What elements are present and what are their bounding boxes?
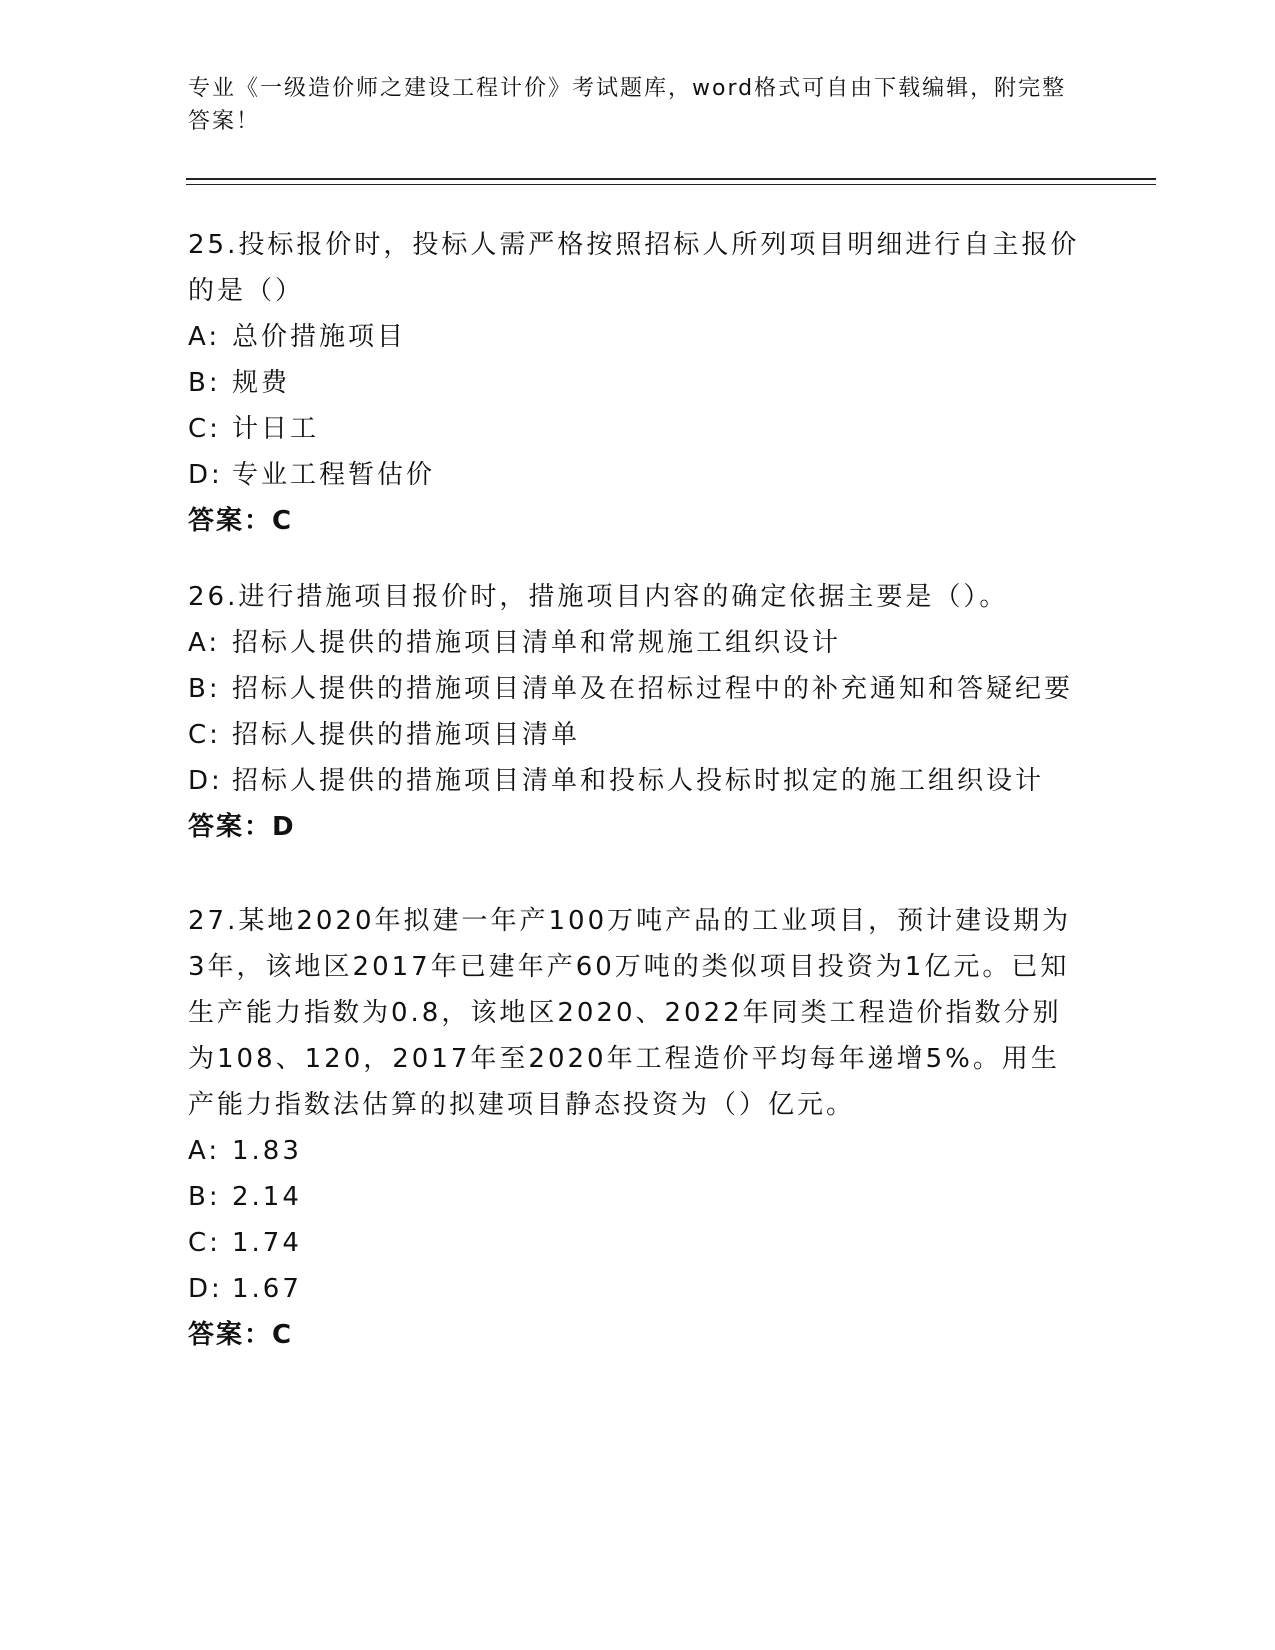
option-d [188,1266,1088,1312]
question-26 [188,574,1088,850]
answer: 答案：C [188,506,294,536]
option-text: 招标人提供的措施项目清单和常规施工组织设计 [232,628,842,658]
option-text: 1.74 [232,1228,302,1258]
option-letter: D: [188,1274,223,1304]
option-c [188,712,1088,758]
option-text: 招标人提供的措施项目清单和投标人投标时拟定的施工组织设计 [232,766,1045,796]
question-27 [188,898,1088,1358]
option-letter: B: [188,674,221,704]
option-c [188,1220,1088,1266]
question-stem: 27.某地2020年拟建一年产100万吨产品的工业项目，预计建设期为3年，该地区2017年已建年产60万吨的类似项目投资为1亿元。已知生产能力指数为0.8，该地区2020、2022年同类工程造价指数分别为108、120，2017年至2020年工程造价平均每年递增5%。用生产能力指数法估算的拟建项目静态投资为（）亿元。 [188,906,1072,1120]
option-text: 2.14 [232,1182,302,1212]
option-c [188,406,1088,452]
option-letter: D: [188,460,223,490]
option-letter: B: [188,368,221,398]
option-letter: C: [188,720,221,750]
option-text: 招标人提供的措施项目清单 [232,720,581,750]
header-rule-thin [186,184,1156,185]
option-text: 计日工 [232,414,320,444]
option-text: 1.67 [232,1274,302,1304]
option-letter: A: [188,322,221,352]
answer: 答案：D [188,812,296,842]
option-letter: D: [188,766,223,796]
option-text: 招标人提供的措施项目清单及在招标过程中的补充通知和答疑纪要 [232,674,1074,704]
option-letter: B: [188,1182,221,1212]
option-letter: C: [188,1228,221,1258]
header-rule-thick [186,178,1156,180]
document-header: 专业《一级造价师之建设工程计价》考试题库，word格式可自由下载编辑，附完整答案！ [188,76,1067,134]
option-b [188,1174,1088,1220]
option-text: 专业工程暂估价 [232,460,436,490]
option-a [188,314,1088,360]
question-25 [188,222,1088,544]
question-stem: 26.进行措施项目报价时，措施项目内容的确定依据主要是（）。 [188,582,1009,612]
option-text: 规费 [232,368,291,398]
option-letter: A: [188,628,221,658]
option-text: 总价措施项目 [232,322,407,352]
option-a [188,1128,1088,1174]
option-a [188,620,1088,666]
option-d [188,758,1088,804]
option-letter: C: [188,414,221,444]
option-text: 1.83 [232,1136,302,1166]
option-b [188,666,1088,712]
option-b [188,360,1088,406]
option-d [188,452,1088,498]
question-stem: 25.投标报价时，投标人需严格按照招标人所列项目明细进行自主报价的是（） [188,230,1080,306]
option-letter: A: [188,1136,221,1166]
answer: 答案：C [188,1320,294,1350]
